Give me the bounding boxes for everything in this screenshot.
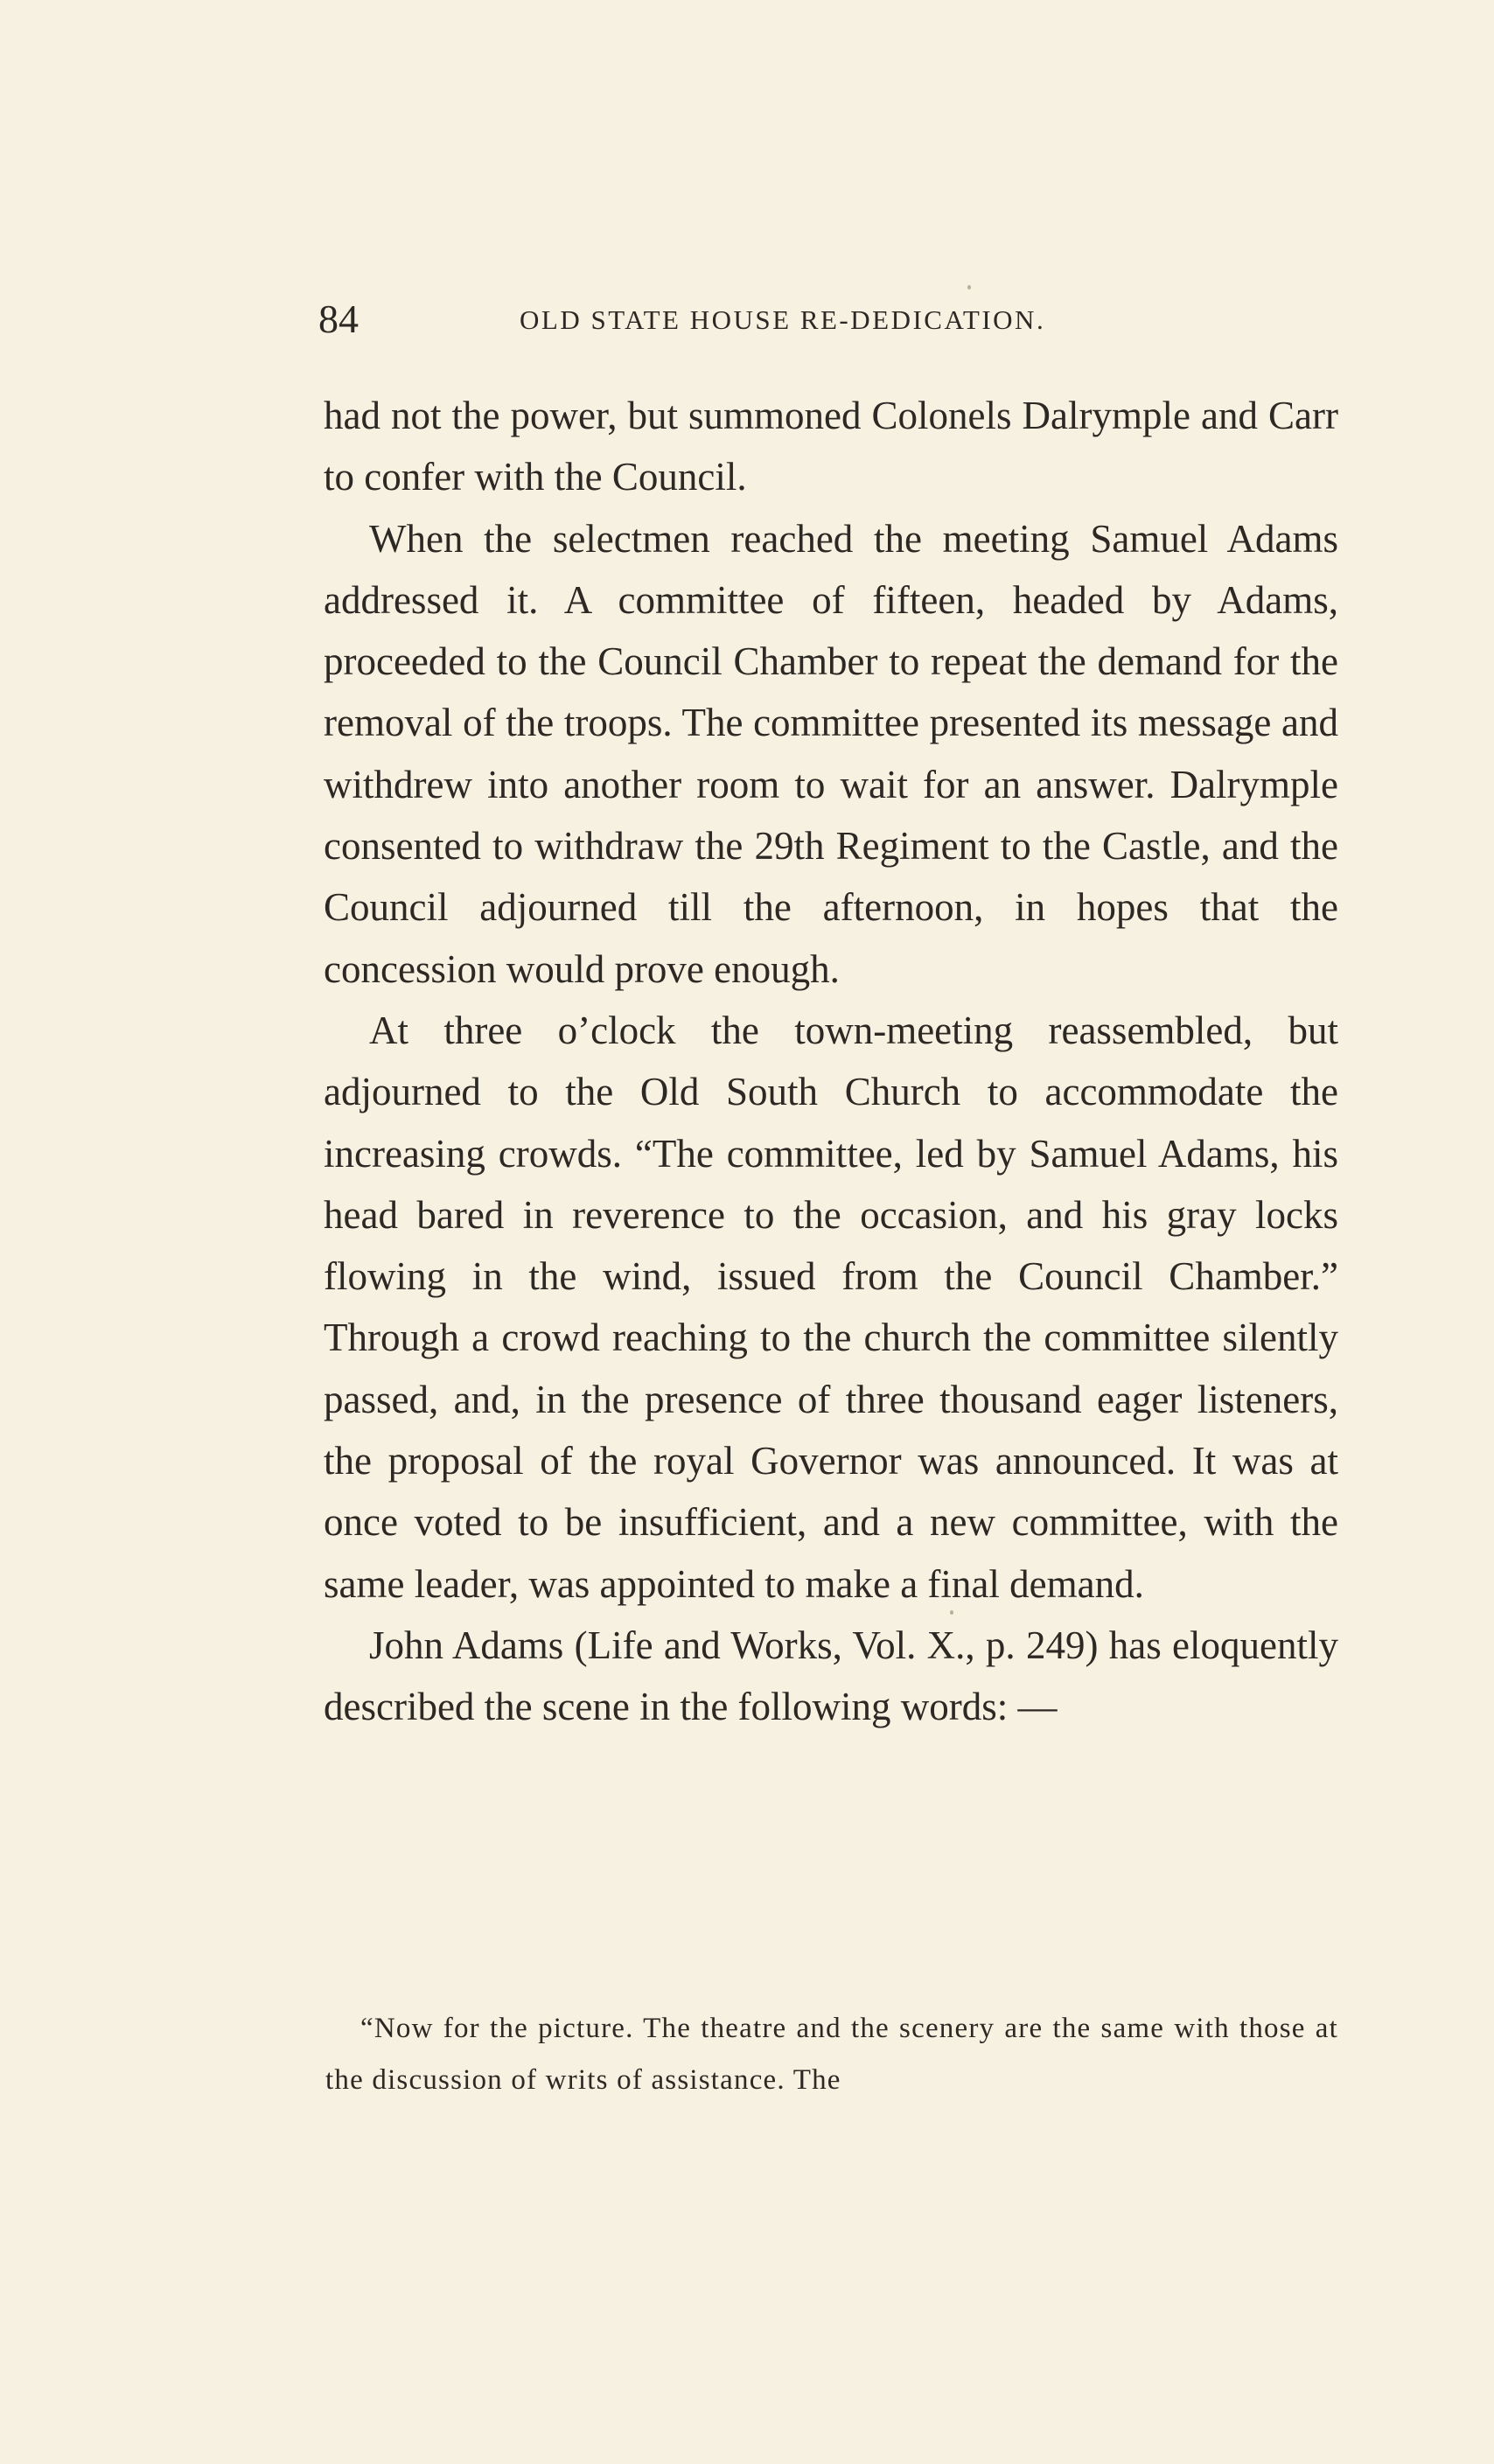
page-header <box>318 297 1340 341</box>
paper-speck <box>967 285 971 290</box>
paragraph-2: When the selectmen reached the meeting Samuel Adams addressed it. A committee of fifteen, headed by Adams, proceeded to the Council Chamber to repeat the demand for the removal of the troops. The committee presented its message and withdrew into another room to wait for an answer. Dalrymple consented to withdraw the 29th Regiment to the Castle, and the Council adjourned till the afternoon, in hopes that the concession would prove enough. <box>324 516 1338 991</box>
paragraph-4: John Adams (Life and Works, Vol. X., p. 249) has eloquently described the scene in the following words: — <box>324 1623 1338 1729</box>
paragraph-1: had not the power, but summoned Colonels Dalrymple and Carr to confer with the Council. <box>324 394 1338 499</box>
paper-speck <box>950 1610 953 1615</box>
paragraph-3: At three o’clock the town-meeting reassembled, but adjourned to the Old South Church to accommodate the increasing crowds. “The committee, led by Samuel Adams, his head bared in reverence to the occasion, and his gray locks flowing in the wind, issued from the Council Chamber.” Through a crowd reaching to the church the committee silently passed, and, in the presence of three thousand eager listeners, the proposal of the royal Governor was announced. It was at once voted to be insufficient, and a new committee, with the same leader, was appointed to make a final demand. <box>324 1008 1338 1606</box>
page-number: 84 <box>318 297 359 341</box>
block-quote: “Now for the picture. The theatre and the scenery are the same with those at the discussion of writs of assistance. The <box>325 2013 1338 2096</box>
running-title: OLD STATE HOUSE RE-DEDICATION. <box>520 304 1046 335</box>
body-text <box>324 385 1338 1738</box>
